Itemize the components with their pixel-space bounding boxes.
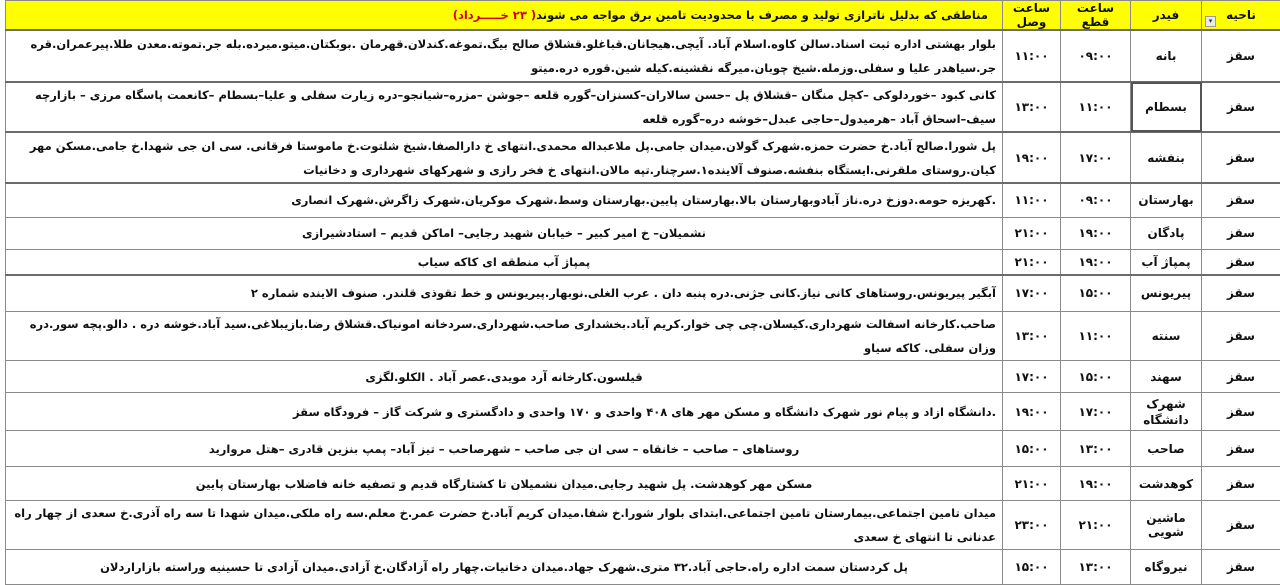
table-row [6, 361, 1280, 393]
cell-feeder[interactable]: سهند [1131, 361, 1202, 393]
cell-region[interactable]: سقز [1202, 550, 1280, 585]
cell-connect-time[interactable]: ۱۳:۰۰ [1003, 82, 1061, 132]
cell-areas[interactable]: آبگیر پیریونس.روستاهای کانی نیاز.کانی جژنی.دره پنبه دان . عرب الغلی.نوبهار.پیریونس و خط تقوذی قلندر. صنوف الاینده شماره ۲ [6, 275, 1003, 312]
cell-feeder[interactable]: بانه [1131, 30, 1202, 82]
cell-region[interactable]: سقز [1202, 361, 1280, 393]
cell-region[interactable]: سقز [1202, 30, 1280, 82]
cell-areas[interactable]: روستاهای – صاحب – خانقاه – سی ان جی صاحب – شهرصاحب – تیز آباد– پمپ بنزین قادری –هتل مروارید [6, 431, 1003, 467]
cell-region[interactable]: سقز [1202, 82, 1280, 132]
areas-title-text: مناطقی که بدلیل ناترازی تولید و مصرف با محدودیت تامین برق مواجه می شوند [536, 8, 988, 22]
cell-cut-time[interactable]: ۰۹:۰۰ [1061, 183, 1131, 217]
header-connect-time[interactable]: ساعت وصل [1003, 1, 1061, 31]
cell-connect-time[interactable]: ۱۱:۰۰ [1003, 183, 1061, 217]
header-feeder[interactable]: فیدر [1131, 1, 1202, 31]
cell-region[interactable]: سقز [1202, 217, 1280, 249]
cell-feeder[interactable]: شهرک دانشگاه [1131, 393, 1202, 431]
table-row [6, 312, 1280, 361]
cell-areas[interactable]: میدان تامین اجتماعی.بیمارستان تامین اجتماعی.ابتدای بلوار شورا.خ شفا.میدان کریم آباد.خ حضرت عمر.خ معلم.سه راه ملکی.میدان شهدا تا سه راه آذری.خ سعدی از چهار راه عدنانی تا انتهای خ سعدی [6, 501, 1003, 550]
header-region[interactable] [1202, 1, 1280, 31]
filter-dropdown-icon[interactable]: ▾ [1205, 16, 1216, 27]
cell-region[interactable]: سقز [1202, 249, 1280, 275]
table-row [6, 275, 1280, 312]
cell-connect-time[interactable]: ۲۱:۰۰ [1003, 249, 1061, 275]
cell-areas[interactable]: پمپاژ آب منطقه ای کاکه سیاب [6, 249, 1003, 275]
table-row [6, 393, 1280, 431]
cell-feeder-selected[interactable]: بسطام [1131, 82, 1202, 132]
cell-region[interactable]: سقز [1202, 501, 1280, 550]
table-row [6, 183, 1280, 217]
cell-cut-time[interactable]: ۱۱:۰۰ [1061, 312, 1131, 361]
cell-areas[interactable]: پل شورا.صالح آباد.خ حضرت حمزه.شهرک گولان.میدان جامی.پل ملاعبداله محمدی.انتهای خ دارالصفا.شیخ شلتوت.خ ماموستا فرقانی. سی ان جی شهدا.خ جامی.مسکن مهر کیان.روستای ملقرنی.ایستگاه بنفشه.صنوف آلاینده۱.سرچنار.تپه مالان.انتهای خ فخر رازی و شهرکهای شهرداری و دخانیات [6, 132, 1003, 183]
cell-region[interactable]: سقز [1202, 132, 1280, 183]
cell-areas[interactable]: مسکن مهر کوهدشت. پل شهید رجایی.میدان نشمیلان تا کشتارگاه قدیم و تصفیه خانه فاضلاب بهارستان پایین [6, 467, 1003, 501]
cell-region[interactable]: سقز [1202, 275, 1280, 312]
cell-cut-time[interactable]: ۱۷:۰۰ [1061, 393, 1131, 431]
cell-feeder[interactable]: بنفشه [1131, 132, 1202, 183]
table-row [6, 431, 1280, 467]
cell-cut-time[interactable]: ۱۹:۰۰ [1061, 467, 1131, 501]
header-areas-title[interactable] [6, 1, 1003, 31]
cell-feeder[interactable]: پادگان [1131, 217, 1202, 249]
cell-region[interactable]: سقز [1202, 431, 1280, 467]
cell-feeder[interactable]: ماشین شویی [1131, 501, 1202, 550]
cell-areas[interactable]: کانی کبود –خوردلوکی –کچل منگان –قشلاق پل –حسن سالاران–کسنزان–گوره قلعه –جوشن –مزره–شیانجو–دره زیارت سفلی و علیا–بسطام –کانعمت پاسگاه مرزی – بازارچه سیف–اسحاق آباد –هرمیدول–حاجی عبدل–خوشه دره–گوره قلعه [6, 82, 1003, 132]
cell-connect-time[interactable]: ۲۱:۰۰ [1003, 217, 1061, 249]
cell-areas[interactable]: نشمیلان– خ امیر کبیر – خیابان شهید رجایی– اماکن قدیم – استادشیرازی [6, 217, 1003, 249]
table-row [6, 82, 1280, 132]
cell-connect-time[interactable]: ۱۷:۰۰ [1003, 275, 1061, 312]
cell-region[interactable]: سقز [1202, 393, 1280, 431]
cell-cut-time[interactable]: ۱۵:۰۰ [1061, 275, 1131, 312]
cell-cut-time[interactable]: ۱۱:۰۰ [1061, 82, 1131, 132]
cell-connect-time[interactable]: ۱۹:۰۰ [1003, 132, 1061, 183]
cell-areas[interactable]: .کهریزه حومه.دوزخ دره.ناز آبادوبهارستان بالا.بهارستان پایین.بهارستان وسط.شهرک موکریان.شهرک زاگرش.شهرک انصاری [6, 183, 1003, 217]
cell-cut-time[interactable]: ۱۳:۰۰ [1061, 431, 1131, 467]
cell-feeder[interactable]: پمپاژ آب [1131, 249, 1202, 275]
areas-title-date: ( ۲۳ خـــــرداد) [453, 8, 536, 22]
table-row [6, 217, 1280, 249]
cell-connect-time[interactable]: ۱۵:۰۰ [1003, 431, 1061, 467]
table-row [6, 249, 1280, 275]
cell-cut-time[interactable]: ۱۷:۰۰ [1061, 132, 1131, 183]
cell-connect-time[interactable]: ۱۷:۰۰ [1003, 361, 1061, 393]
cell-feeder[interactable]: کوهدشت [1131, 467, 1202, 501]
cell-connect-time[interactable]: ۱۱:۰۰ [1003, 30, 1061, 82]
table-row [6, 132, 1280, 183]
cell-areas[interactable]: صاحب.کارخانه اسفالت شهرداری.کیسلان.چی چی خوار.کریم آباد.بخشداری صاحب.شهرداری.سردخانه امونیاک.قشلاق رضا.بازیبلاغی.سید آباد.خوشه دره . دالو.پچه سور.دره وزان سفلی. کاکه سیاو [6, 312, 1003, 361]
table-row [6, 30, 1280, 82]
header-cut-time[interactable]: ساعت قطع [1061, 1, 1131, 31]
cell-connect-time[interactable]: ۱۵:۰۰ [1003, 550, 1061, 585]
cell-feeder[interactable]: بهارستان [1131, 183, 1202, 217]
cell-cut-time[interactable]: ۱۹:۰۰ [1061, 217, 1131, 249]
cell-cut-time[interactable]: ۲۱:۰۰ [1061, 501, 1131, 550]
cell-areas[interactable]: .دانشگاه ازاد و پیام نور شهرک دانشگاه و مسکن مهر های ۴۰۸ واحدی و ۱۷۰ واحدی و دادگستری و شرکت گاز – فرودگاه سقز [6, 393, 1003, 431]
cell-region[interactable]: سقز [1202, 467, 1280, 501]
cell-cut-time[interactable]: ۰۹:۰۰ [1061, 30, 1131, 82]
cell-feeder[interactable]: نیروگاه [1131, 550, 1202, 585]
cell-connect-time[interactable]: ۱۹:۰۰ [1003, 393, 1061, 431]
header-row [6, 1, 1280, 31]
cell-connect-time[interactable]: ۱۳:۰۰ [1003, 312, 1061, 361]
cell-feeder[interactable]: سنته [1131, 312, 1202, 361]
header-region-label: ناحیه [1226, 8, 1256, 22]
outage-schedule-table [5, 0, 1280, 585]
cell-areas[interactable]: پل کردستان سمت اداره راه.حاجی آباد.۳۲ متری.شهرک جهاد.میدان دخانیات.چهار راه آزادگان.خ آزادی.میدان آزادی تا حسینیه وراسته بازاراردلان [6, 550, 1003, 585]
cell-cut-time[interactable]: ۱۵:۰۰ [1061, 361, 1131, 393]
cell-region[interactable]: سقز [1202, 312, 1280, 361]
cell-feeder[interactable]: پیریونس [1131, 275, 1202, 312]
cell-feeder[interactable]: صاحب [1131, 431, 1202, 467]
table-row [6, 501, 1280, 550]
cell-region[interactable]: سقز [1202, 183, 1280, 217]
cell-connect-time[interactable]: ۲۳:۰۰ [1003, 501, 1061, 550]
cell-cut-time[interactable]: ۱۹:۰۰ [1061, 249, 1131, 275]
cell-areas[interactable]: قیلسون.کارخانه آرد مویدی.عصر آباد . الکلو.لگزی [6, 361, 1003, 393]
cell-connect-time[interactable]: ۲۱:۰۰ [1003, 467, 1061, 501]
cell-cut-time[interactable]: ۱۳:۰۰ [1061, 550, 1131, 585]
table-row [6, 467, 1280, 501]
cell-areas[interactable]: بلوار بهشتی اداره ثبت اسناد.سالن کاوه.اسلام آباد. آیچی.هیجانان.قباغلو.قشلاق صالح بیگ.تموغه.کندلان.قهرمان .بوبکتان.میتو.میرده.بله جر.تموته.معدن طلا.پیرعمران.قره جر.سیاهدر علیا و سفلی.وزمله.شیخ چوبان.میرگه نقشینه.کیله شین.قوره دره.میتو [6, 30, 1003, 82]
